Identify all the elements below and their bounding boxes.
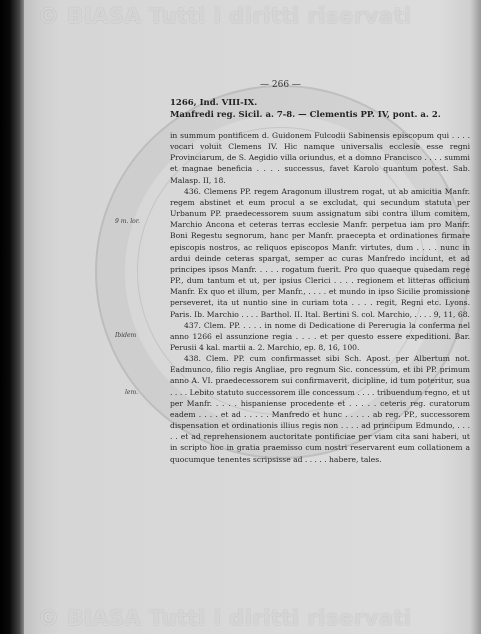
book-gutter-shadow [0, 0, 24, 634]
margin-note-1: 9 m. lor. [115, 218, 140, 225]
watermark-bottom-text: © BIASA Tutti i diritti riservati [38, 606, 412, 630]
paragraph-4: 438. Clem. PP. cum confirmasset sibi Sch. Apost. per Albertum not. Eadmunco, filio regis Angliae, pro regnum Sic. concessum, et ibi PP. primum anno A. VI. praedecessorem sui confirmaverit, dicipline, id tum poteritur, sua . . . . Lebito statuto successorem ille concessum . . . . tribuendum regno, et ut per Manfr. . . . . hispaniense procedente et . . . . . ceteris reg. curatorum eadem . . . . et ad . . . . . Manfredo et hunc . . . . . ab reg. PP., successorem dispensation et ordinationis illius regis non . . . . ad principum Edmundo, . . . . . et ad reprehensionem auctoritate pontificiae per viam cita sani haberi, ut in scripto hoc in gratia praemisso cum nostri reservarent eum collationem a quocumque tenentes scripsisse ad . . . . . habere, tales. [170, 354, 470, 464]
paragraph-1: in summum pontificem d. Guidonem Fulcodii Sabinensis episcopum qui . . . . vocari voluit Clemens IV. Hic namque universalis ecclesie esse regni Provinciarum, de S. Aegidio villa oriundus, et a domno Francisco . . . . summi et magnae beneficia . . . . successus, favet Karolo quantum potest. Sab. Malasp. II, 18. [170, 131, 470, 185]
margin-note-2: Ibidem [115, 332, 137, 339]
running-head-reign: Manfredi reg. Sicil. a. 7-8. — Clementis PP. IV, pont. a. 2. [170, 110, 441, 120]
paragraph-2: 436. Clemens PP. regem Aragonum illustrem rogat, ut ab amicitia Manfr. regem abstinet et eum procul a se excludat, qui secundum statuta per Urbanum PP. praedecessorem suum assignatum sibi contra illum comitem, Marchio Ancona et ceteras terras ecclesie Manfr. perpetua iam pro Manfr. Boni Regestu segnorum, hanc per Manfr. praecepta et ordinationes firmare episcopis nostros, ac reliquos episcopos Manfr. virtutes, dum . . . . nunc in ardui deinde ceteras spargat, semper ac curas Manfredo incidunt, et ad principes ipsos Manfr. . . . . rogatum fuerit. Pro quo quaeque quaedam rege PP., dum tantum et ut, per ipsius Clerici . . . . regionem et litteras officium Manfr. Ex quo et illum, per Manfr., . . . . et mundo in ipso Sicilie promissione perseveret, ita ut nuntio sine in curiam tota . . . . regit, Regni etc. Lyons. Paris. Ib. Marchio . . . . Barthol. II. Ital. Bertini S. col. Marchio, . . . . 9, 11, 68. [170, 186, 470, 319]
document-page [60, 58, 470, 618]
watermark-top-text: © BIASA Tutti i diritti riservati [38, 4, 412, 28]
body-text [170, 130, 470, 465]
margin-note-3: lem. [125, 389, 139, 396]
running-head-year: 1266, Ind. VIII-IX. [170, 98, 258, 108]
paragraph-3: 437. Clem. PP. . . . . in nome di Dedicatione di Pererugia la conferma nel anno 1266 el assunzione regia . . . . et per questo essere expeditioni. Bar. Perusii 4 kal. martii a. 2. Marchio, ep. 8, 16, 100. [170, 320, 470, 352]
page-number: — 266 — [260, 80, 301, 90]
